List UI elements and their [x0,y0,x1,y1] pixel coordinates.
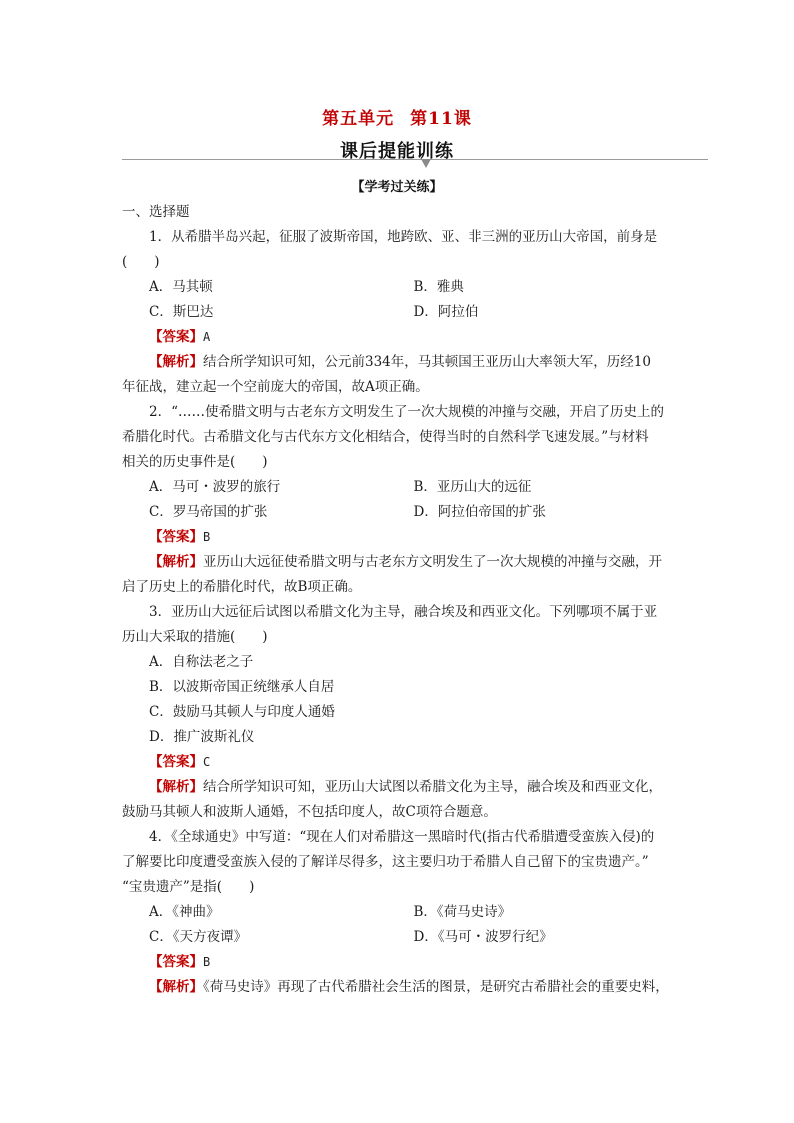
question-stem-line: “宝贵遗产”是指( ) [122,879,255,895]
question-stem-line: 4．《全球通史》中写道：“现在人们对希腊这一黑暗时代(指古代希腊遭受蛮族入侵)的 [149,829,655,845]
analysis-line [122,975,678,1000]
question-2 [122,400,678,600]
answer-tag: 【答案】 [149,529,203,545]
analysis-line [122,350,678,375]
analysis-line [122,550,678,575]
option-C[interactable]: C．斯巴达 [149,304,214,320]
question-stem-line: 1．从希腊半岛兴起，征服了波斯帝国，地跨欧、亚、非三洲的亚历山大帝国，前身是 [149,229,658,245]
analysis-text: 年征战，建立起一个空前庞大的帝国，故A项正确。 [122,379,429,395]
part-label: 一、选择题 [122,204,190,220]
option-B[interactable]: B．《荷马史诗》 [413,904,512,920]
analysis-text: 鼓励马其顿人和波斯人通婚，不包括印度人，故C项符合题意。 [122,804,497,820]
content [122,200,678,1000]
option-A[interactable]: A．自称法老之子 [149,654,254,670]
question-stem-line: 希腊化时代。古希腊文化与古代东方文化相结合，使得当时的自然科学飞速发展。”与材料 [122,429,649,445]
option-B[interactable]: B．以波斯帝国正统继承人自居 [149,679,335,695]
analysis-tag: 【解析】 [149,354,203,370]
question-stem-line: 3．亚历山大远征后试图以希腊文化为主导，融合埃及和西亚文化。下列哪项不属于亚 [149,604,658,620]
answer-value: B [203,530,211,544]
option-C[interactable]: C．鼓励马其顿人与印度人通婚 [149,704,335,720]
analysis-text: 《荷马史诗》再现了古代希腊社会生活的图景，是研究古希腊社会的重要史料， [203,979,669,995]
option-row [122,900,678,925]
answer-tag: 【答案】 [149,954,203,970]
unit-lesson-title [0,104,794,129]
header-rule-marker-icon [421,159,431,168]
question-4 [122,825,678,1000]
answer-tag: 【答案】 [149,329,203,345]
answer-value: C [203,755,211,769]
analysis-text: 结合所学知识可知，亚历山大试图以希腊文化为主导，融合埃及和西亚文化， [203,779,662,795]
question-stem-line: 2．“……使希腊文明与古老东方文明发生了一次大规模的冲撞与交融，开启了历史上的 [149,404,664,420]
answer-line [122,525,678,550]
answer-line [122,750,678,775]
analysis-tag: 【解析】 [149,554,203,570]
option-A[interactable]: A．《神曲》 [149,904,220,920]
answer-line [122,950,678,975]
option-C[interactable]: C．罗马帝国的扩张 [149,504,268,520]
question-stem-line: 相关的历史事件是( ) [122,454,268,470]
question-list [122,225,678,1000]
analysis-text: 亚历山大远征使希腊文明与古老东方文明发生了一次大规模的冲撞与交融，开 [203,554,662,570]
analysis-text: 启了历史上的希腊化时代，故B项正确。 [122,579,362,595]
question-3 [122,600,678,825]
question-stem-line: 历山大采取的措施( ) [122,629,268,645]
answer-line [122,325,678,350]
answer-tag: 【答案】 [149,754,203,770]
option-D[interactable]: D．推广波斯礼仪 [149,729,255,745]
header-rule [122,159,708,160]
option-A[interactable]: A．马其顿 [149,279,213,295]
analysis-line [122,800,678,825]
option-D[interactable]: D．阿拉伯帝国的扩张 [413,504,546,520]
subtitle: 课后提能训练 [340,141,454,162]
option-row [122,275,678,300]
option-D[interactable]: D．阿拉伯 [413,304,479,320]
option-C[interactable]: C．《天方夜谭》 [149,929,248,945]
option-D[interactable]: D．《马可・波罗行纪》 [413,929,553,945]
analysis-tag: 【解析】 [149,779,203,795]
analysis-line [122,775,678,800]
option-B[interactable]: B．亚历山大的远征 [413,479,532,495]
option-row [122,500,678,525]
option-row [122,925,678,950]
question-stem-line: 了解要比印度遭受蛮族入侵的了解详尽得多，这主要归功于希腊人自己留下的宝贵遗产。” [122,854,649,870]
analysis-line [122,575,678,600]
question-stem-line: ( ) [122,254,160,270]
unit-title: 第五单元 [322,109,395,129]
analysis-line [122,375,678,400]
question-1 [122,225,678,400]
lesson-title: 第11课 [410,109,472,129]
option-row [122,300,678,325]
option-row [122,475,678,500]
option-B[interactable]: B．雅典 [413,279,464,295]
section-heading: 【学考过关练】 [351,180,443,195]
answer-value: B [203,955,211,969]
option-A[interactable]: A．马可・波罗的旅行 [149,479,281,495]
analysis-tag: 【解析】 [149,979,203,995]
answer-value: A [203,330,211,344]
analysis-text: 结合所学知识可知，公元前334年，马其顿国王亚历山大率领大军，历经10 [203,354,651,370]
